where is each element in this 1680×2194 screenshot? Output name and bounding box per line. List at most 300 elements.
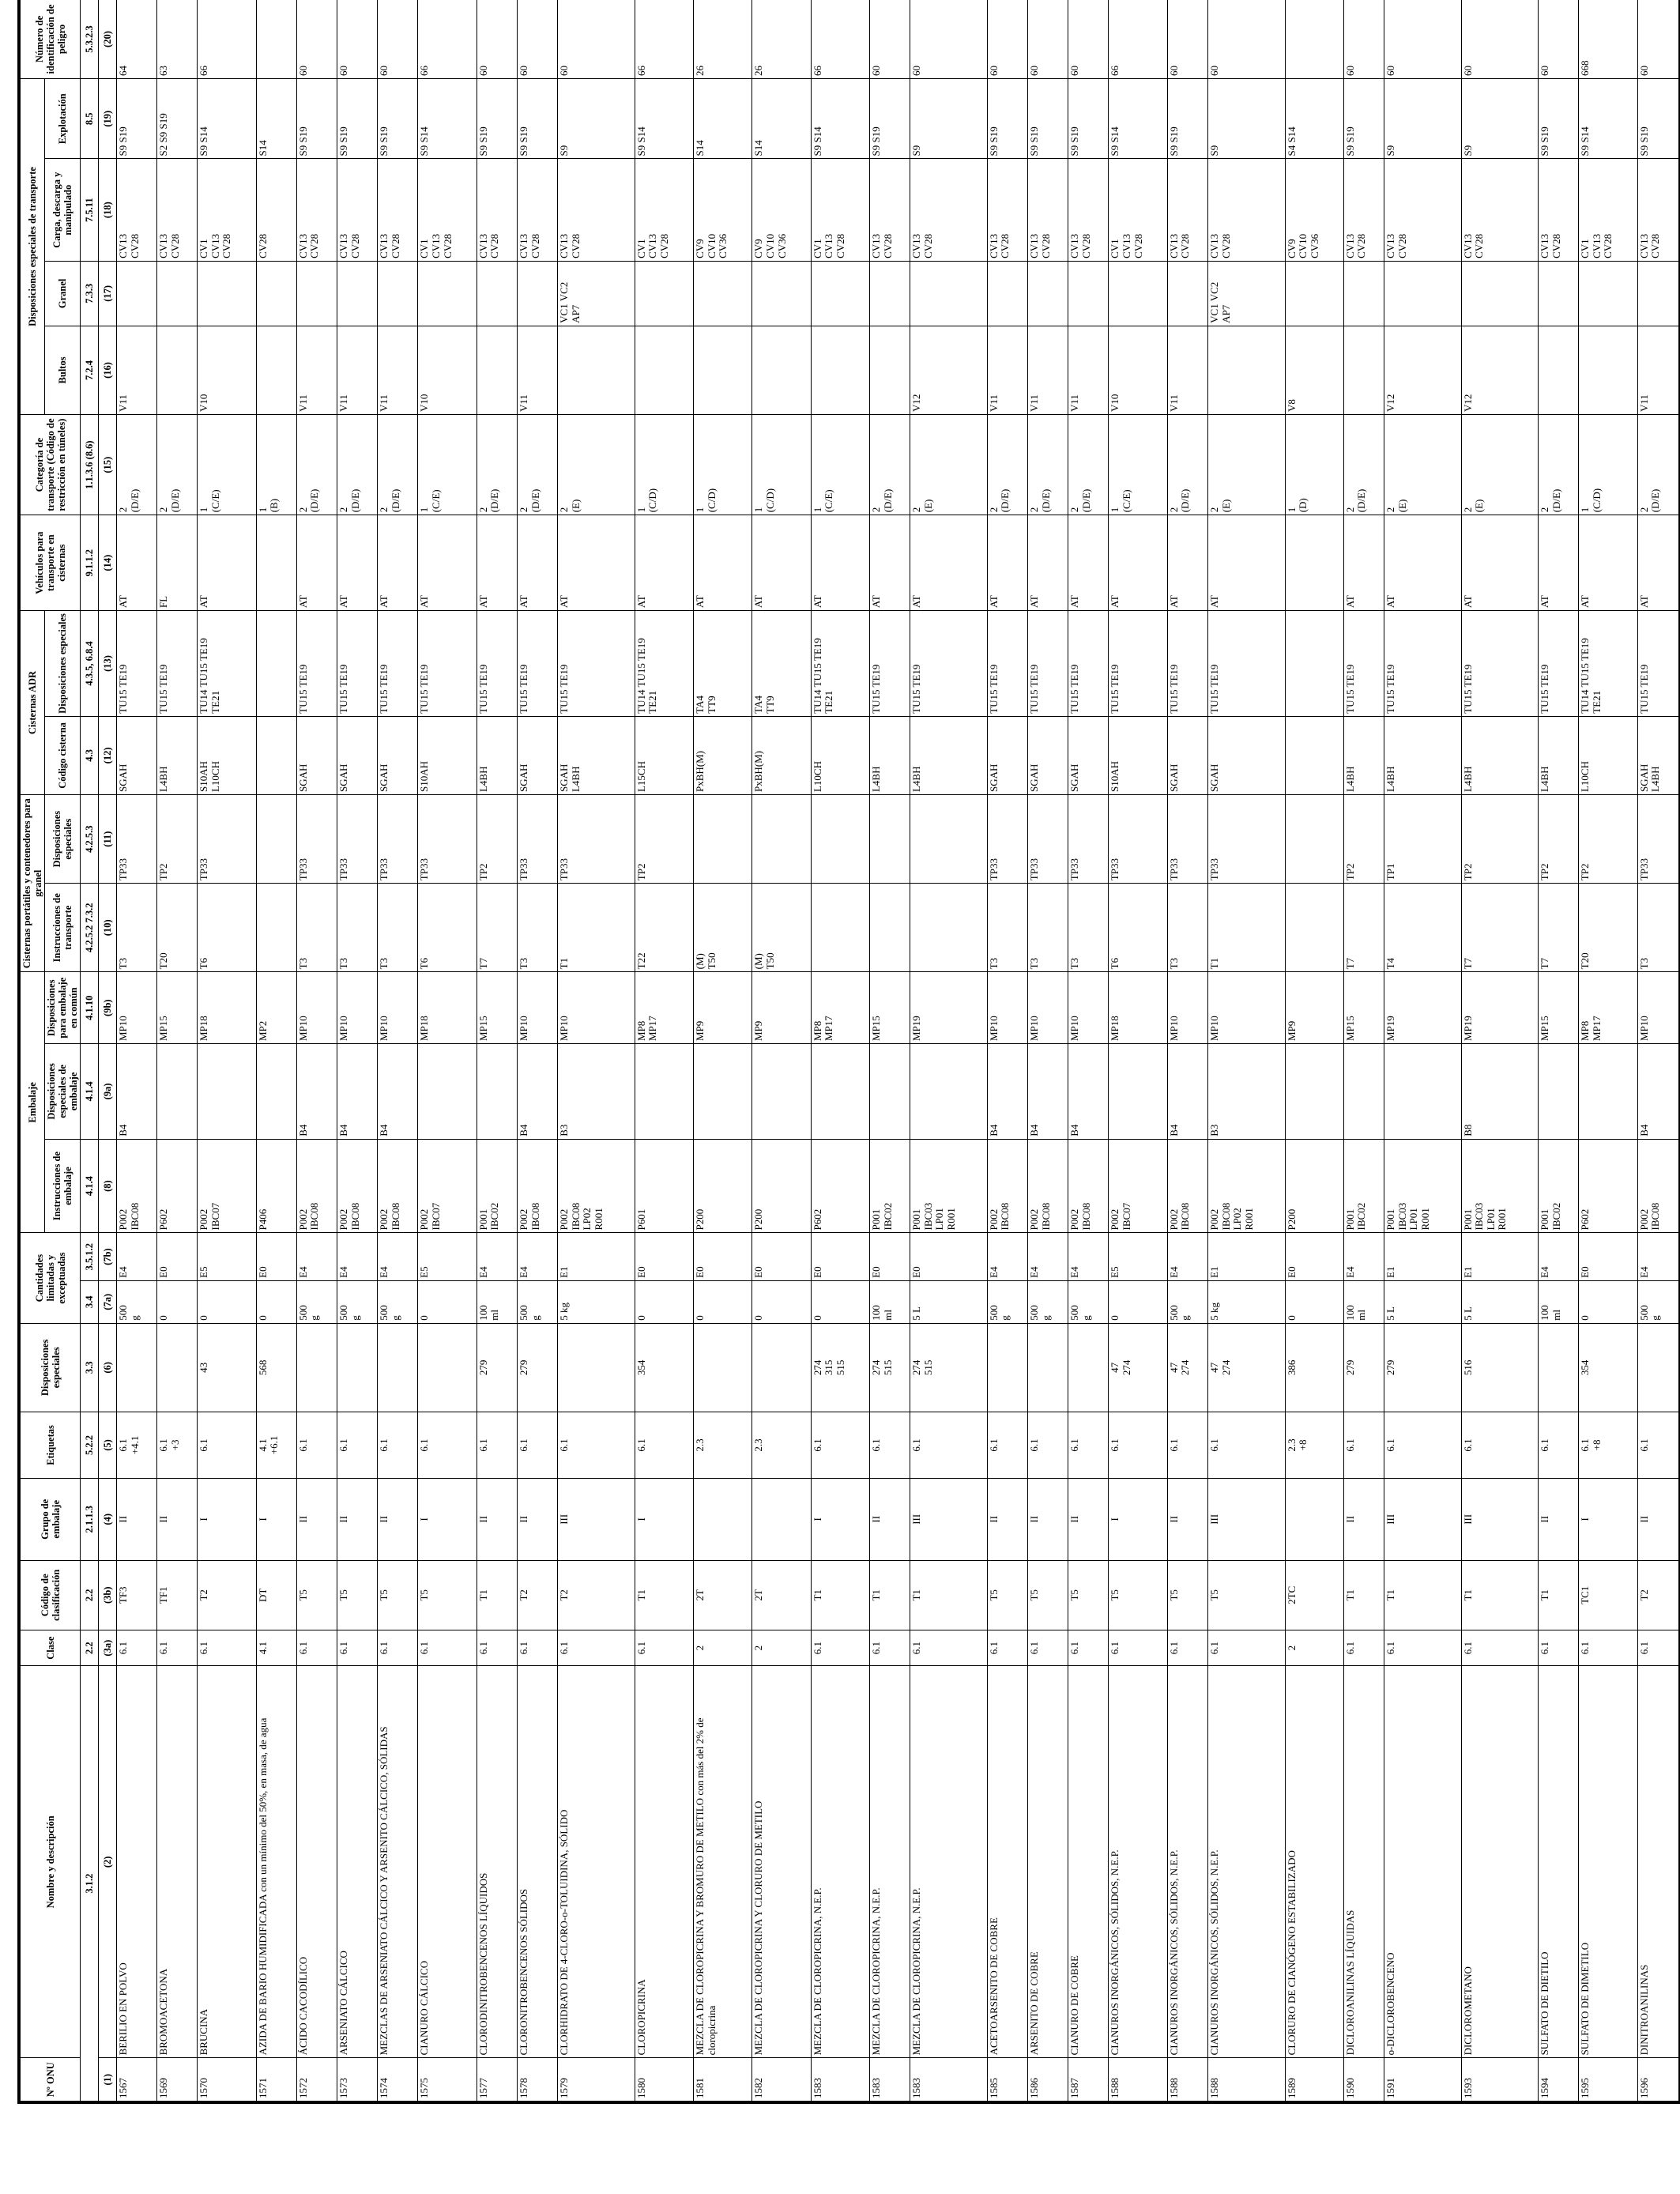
table-cell: T20 <box>157 884 198 972</box>
substance-name-cell: ACETOARSENITO DE COBRE <box>987 1666 1027 2058</box>
table-row <box>694 0 752 2102</box>
table-cell: TU15 TE19 <box>517 611 557 717</box>
table-cell: 60 <box>870 0 910 79</box>
reference-cell: 4.1.10 <box>81 972 99 1044</box>
table-cell <box>1109 1044 1167 1140</box>
table-cell: T20 <box>1579 884 1637 972</box>
un-number-cell: 1587 <box>1068 2058 1109 2102</box>
table-cell: V11 <box>987 326 1027 414</box>
table-cell <box>296 1323 337 1412</box>
table-cell: E4 <box>117 1233 157 1280</box>
table-cell: TU14 TU15 TE19 TE21 <box>635 611 693 717</box>
table-cell: B3 <box>1207 1044 1285 1140</box>
table-cell <box>1285 515 1343 611</box>
table-cell <box>1539 326 1579 414</box>
table-cell: TU15 TE19 <box>1637 611 1680 717</box>
table-cell: S9 S19 <box>378 79 418 159</box>
table-cell: 60 <box>477 0 517 79</box>
table-cell: MP19 <box>1461 972 1539 1044</box>
table-cell: 6.1 <box>1207 1630 1285 1666</box>
table-cell: P602 <box>1579 1139 1637 1233</box>
table-cell <box>256 795 296 884</box>
table-cell: AT <box>1343 515 1384 611</box>
table-cell: MP10 <box>1167 972 1207 1044</box>
table-cell <box>1285 884 1343 972</box>
table-cell: TP33 <box>378 795 418 884</box>
table-cell: 6.1 <box>477 1630 517 1666</box>
header-limited-quantities: Cantidades limitadas y exceptuadas <box>19 1233 81 1323</box>
column-number: (14) <box>99 515 117 611</box>
table-cell: TP2 <box>635 795 693 884</box>
column-number: (1) <box>99 2058 117 2102</box>
table-cell: 274 515 <box>870 1323 910 1412</box>
table-cell <box>296 261 337 326</box>
table-row <box>1068 0 1109 2102</box>
table-cell: 6.1 <box>558 1412 635 1478</box>
table-cell: MP15 <box>1343 972 1384 1044</box>
table-cell: P002 IBC07 <box>198 1139 256 1233</box>
table-cell: TU15 TE19 <box>1167 611 1207 717</box>
table-cell: L10CH <box>1579 716 1637 794</box>
table-cell: 6.1 <box>910 1412 988 1478</box>
table-cell: T7 <box>477 884 517 972</box>
un-number-cell: 1595 <box>1579 2058 1637 2102</box>
table-cell: 0 <box>752 1280 811 1323</box>
un-number-cell: 1577 <box>477 2058 517 2102</box>
table-cell: B4 <box>1167 1044 1207 1140</box>
table-cell: CV28 <box>256 159 296 261</box>
table-cell: T2 <box>558 1560 635 1630</box>
table-cell: 1 (C/D) <box>752 415 811 515</box>
table-cell: 100 ml <box>1539 1280 1579 1323</box>
table-cell: TP33 <box>517 795 557 884</box>
table-cell <box>477 326 517 414</box>
table-cell: TP33 <box>1167 795 1207 884</box>
substance-name-cell: DICLOROMETANO <box>1461 1666 1539 2058</box>
reference-cell: 4.2.5.3 <box>81 795 99 884</box>
table-cell: V11 <box>1637 326 1680 414</box>
table-cell <box>811 326 869 414</box>
table-cell: 274 315 515 <box>811 1323 869 1412</box>
table-cell: S9 S19 <box>477 79 517 159</box>
substance-name-cell: BERILIO EN POLVO <box>117 1666 157 2058</box>
reference-cell: 1.1.3.6 (8.6) <box>81 415 99 515</box>
table-cell: 6.1 <box>870 1630 910 1666</box>
table-cell: II <box>378 1479 418 1561</box>
table-cell: SGAH <box>1207 716 1285 794</box>
table-cell <box>752 795 811 884</box>
table-cell <box>1461 261 1539 326</box>
table-cell: MP15 <box>157 972 198 1044</box>
column-number: (6) <box>99 1323 117 1412</box>
table-cell: CV1 CV13 CV28 <box>1579 159 1637 261</box>
table-cell: MP8 MP17 <box>635 972 693 1044</box>
table-cell: II <box>1637 1479 1680 1561</box>
table-cell: 6.1 <box>910 1630 988 1666</box>
table-cell: 1 (B) <box>256 415 296 515</box>
table-cell <box>1579 326 1637 414</box>
substance-name-cell: CLOROPICRINA <box>635 1666 693 2058</box>
table-cell: TU15 TE19 <box>987 611 1027 717</box>
table-cell: TP33 <box>987 795 1027 884</box>
table-cell: II <box>1028 1479 1068 1561</box>
table-cell: TU15 TE19 <box>1384 611 1462 717</box>
header-loading: Carga, descarga y manipulado <box>45 159 81 261</box>
table-cell: TU15 TE19 <box>1343 611 1384 717</box>
reference-cell: 4.3 <box>81 716 99 794</box>
table-cell: AT <box>1207 515 1285 611</box>
table-cell: TP33 <box>117 795 157 884</box>
un-number-cell: 1578 <box>517 2058 557 2102</box>
table-cell: CV13 CV28 <box>1167 159 1207 261</box>
table-cell <box>870 326 910 414</box>
table-cell: T7 <box>1461 884 1539 972</box>
table-cell: 6.1 <box>1343 1412 1384 1478</box>
table-cell: 6.1 <box>477 1412 517 1478</box>
table-cell: I <box>256 1479 296 1561</box>
table-cell: 516 <box>1461 1323 1539 1412</box>
table-cell: TC1 <box>1579 1560 1637 1630</box>
table-cell: FL <box>157 515 198 611</box>
table-cell: T2 <box>517 1560 557 1630</box>
table-cell: CV1 CV13 CV28 <box>811 159 869 261</box>
table-row <box>418 0 477 2102</box>
table-cell: SGAH <box>1068 716 1109 794</box>
table-cell: T5 <box>337 1560 378 1630</box>
table-cell: S10AH L10CH <box>198 716 256 794</box>
table-cell: CV13 CV28 <box>1207 159 1285 261</box>
table-cell <box>1028 261 1068 326</box>
table-cell: V12 <box>1384 326 1462 414</box>
table-cell: MP18 <box>1109 972 1167 1044</box>
table-cell: CV13 CV28 <box>987 159 1027 261</box>
table-cell: MP10 <box>337 972 378 1044</box>
table-cell: II <box>157 1479 198 1561</box>
table-cell: AT <box>910 515 988 611</box>
table-cell: E0 <box>752 1233 811 1280</box>
un-number-cell: 1583 <box>870 2058 910 2102</box>
table-cell: AT <box>1579 515 1637 611</box>
header-transport-category: Categoría de transporte (Código de restricción en túneles) <box>19 415 81 515</box>
table-cell: 2 (D/E) <box>870 415 910 515</box>
table-cell: S10AH <box>418 716 477 794</box>
table-row <box>1109 0 1167 2102</box>
reference-cell: 3.1.2 <box>81 1666 99 2102</box>
table-cell: V11 <box>517 326 557 414</box>
table-cell: AT <box>378 515 418 611</box>
table-cell: S9 S14 <box>418 79 477 159</box>
substance-name-cell: MEZCLAS DE ARSENIATO CÁLCICO Y ARSENITO CÁLCICO, SÓLIDAS <box>378 1666 418 2058</box>
header-tank-code: Código cisterna <box>45 716 81 794</box>
table-cell: 60 <box>910 0 988 79</box>
table-cell: 2 (D/E) <box>1539 415 1579 515</box>
table-cell: TU15 TE19 <box>296 611 337 717</box>
table-cell: 26 <box>694 0 752 79</box>
table-cell: 6.1 +4.1 <box>117 1412 157 1478</box>
un-number-cell: 1593 <box>1461 2058 1539 2102</box>
header-packing-instructions: Instrucciones de embalaje <box>45 1139 81 1233</box>
table-cell: II <box>1343 1479 1384 1561</box>
table-row <box>811 0 869 2102</box>
table-row <box>1167 0 1207 2102</box>
table-cell: CV13 CV28 <box>378 159 418 261</box>
substance-name-cell: ÁCIDO CACODÍLICO <box>296 1666 337 2058</box>
table-cell: 100 ml <box>477 1280 517 1323</box>
table-cell <box>694 1044 752 1140</box>
table-cell: AT <box>752 515 811 611</box>
reference-cell: 4.1.4 <box>81 1044 99 1140</box>
adr-dangerous-goods-table <box>17 0 1680 2104</box>
un-number-cell: 1594 <box>1539 2058 1579 2102</box>
reference-cell: 3.5.1.2 <box>81 1233 99 1280</box>
table-cell: P602 <box>157 1139 198 1233</box>
table-cell: S10AH <box>1109 716 1167 794</box>
table-cell: 0 <box>1285 1280 1343 1323</box>
table-cell: L4BH <box>477 716 517 794</box>
table-cell: 60 <box>1068 0 1109 79</box>
table-cell <box>1343 261 1384 326</box>
table-cell: CV9 CV10 CV36 <box>1285 159 1343 261</box>
table-cell: 2 (E) <box>1207 415 1285 515</box>
table-cell: 2 (E) <box>910 415 988 515</box>
table-cell: T6 <box>198 884 256 972</box>
table-cell: V11 <box>378 326 418 414</box>
reference-cell: 4.3.5, 6.8.4 <box>81 611 99 717</box>
table-cell <box>256 515 296 611</box>
table-cell: E0 <box>157 1233 198 1280</box>
table-row <box>987 0 1027 2102</box>
table-row <box>296 0 337 2102</box>
table-cell: 2 (E) <box>1461 415 1539 515</box>
table-cell: 66 <box>1109 0 1167 79</box>
table-row <box>117 0 157 2102</box>
table-cell: L15CH <box>635 716 693 794</box>
reference-cell: 7.2.4 <box>81 326 99 414</box>
table-cell: 66 <box>418 0 477 79</box>
table-cell: 4.1 <box>256 1630 296 1666</box>
table-cell: 386 <box>1285 1323 1343 1412</box>
table-cell: SGAH <box>337 716 378 794</box>
header-class: Clase <box>19 1630 81 1666</box>
table-cell: 5 L <box>1384 1280 1462 1323</box>
table-cell: T5 <box>987 1560 1027 1630</box>
un-number-cell: 1575 <box>418 2058 477 2102</box>
table-cell <box>987 1323 1027 1412</box>
table-cell: TU15 TE19 <box>157 611 198 717</box>
table-cell: S9 S19 <box>296 79 337 159</box>
table-cell: T3 <box>517 884 557 972</box>
table-cell: CV13 CV28 <box>296 159 337 261</box>
table-cell: I <box>1579 1479 1637 1561</box>
table-cell: P002 IBC08 LP02 R001 <box>558 1139 635 1233</box>
header-special-provisions: Disposiciones especiales <box>19 1323 81 1412</box>
header-packing-group: Grupo de embalaje <box>19 1479 81 1561</box>
reference-cell: 2.1.1.3 <box>81 1479 99 1561</box>
table-cell: MP18 <box>198 972 256 1044</box>
table-cell: VC1 VC2 AP7 <box>558 261 635 326</box>
table-cell: E4 <box>1539 1233 1579 1280</box>
table-cell: TF1 <box>157 1560 198 1630</box>
table-cell: AT <box>418 515 477 611</box>
table-row <box>1384 0 1462 2102</box>
table-cell: T3 <box>117 884 157 972</box>
table-cell: TU15 TE19 <box>418 611 477 717</box>
substance-name-cell: MEZCLA DE CLOROPICRINA, N.E.P. <box>811 1666 869 2058</box>
table-cell: MP10 <box>117 972 157 1044</box>
table-cell: AT <box>558 515 635 611</box>
reference-cell: 4.1.4 <box>81 1139 99 1233</box>
table-cell: MP8 MP17 <box>811 972 869 1044</box>
table-cell: SGAH <box>1028 716 1068 794</box>
un-number-cell: 1588 <box>1167 2058 1207 2102</box>
header-un-number: Nº ONU <box>19 2058 81 2102</box>
table-cell: 0 <box>1579 1280 1637 1323</box>
reference-cell: 3.3 <box>81 1323 99 1412</box>
table-cell: CV1 CV13 CV28 <box>635 159 693 261</box>
table-cell: MP10 <box>1028 972 1068 1044</box>
table-cell: P001 IBC02 <box>870 1139 910 1233</box>
table-cell: E1 <box>1207 1233 1285 1280</box>
table-cell: 6.1 <box>378 1412 418 1478</box>
header-packages: Bultos <box>45 326 81 414</box>
table-cell: S9 S19 <box>1028 79 1068 159</box>
table-cell: 5 kg <box>558 1280 635 1323</box>
table-cell: T22 <box>635 884 693 972</box>
substance-name-cell: CLORODINITROBENCENOS LÍQUIDOS <box>477 1666 517 2058</box>
table-cell: 6.1 <box>517 1412 557 1478</box>
table-cell <box>752 1479 811 1561</box>
table-cell: 6.1 <box>517 1630 557 1666</box>
table-cell: III <box>558 1479 635 1561</box>
table-cell: SGAH <box>987 716 1027 794</box>
table-cell: 26 <box>752 0 811 79</box>
table-cell: S9 S19 <box>517 79 557 159</box>
reference-cell: 5.3.2.3 <box>81 0 99 79</box>
table-row <box>870 0 910 2102</box>
table-cell: 60 <box>296 0 337 79</box>
table-cell: 6.1 <box>811 1412 869 1478</box>
table-cell: V10 <box>1109 326 1167 414</box>
table-cell: 6.1 +3 <box>157 1412 198 1478</box>
table-cell: 6.1 <box>987 1630 1027 1666</box>
table-cell: PxBH(M) <box>752 716 811 794</box>
table-cell: L4BH <box>1461 716 1539 794</box>
table-cell: 0 <box>418 1280 477 1323</box>
table-cell: 0 <box>1109 1280 1167 1323</box>
table-cell: E0 <box>694 1233 752 1280</box>
un-number-cell: 1591 <box>1384 2058 1462 2102</box>
table-cell: E0 <box>910 1233 988 1280</box>
table-cell <box>198 261 256 326</box>
table-cell: 2.3 <box>694 1412 752 1478</box>
table-cell: 47 274 <box>1207 1323 1285 1412</box>
table-row <box>477 0 517 2102</box>
table-cell: T3 <box>1068 884 1109 972</box>
table-row <box>1539 0 1579 2102</box>
table-cell: TU14 TU15 TE19 TE21 <box>198 611 256 717</box>
table-cell: 0 <box>811 1280 869 1323</box>
table-cell: 500 g <box>378 1280 418 1323</box>
table-row <box>1461 0 1539 2102</box>
table-cell: 6.1 <box>1461 1630 1539 1666</box>
table-cell: TP2 <box>1579 795 1637 884</box>
substance-name-cell: CIANUROS INORGÁNICOS, SÓLIDOS, N.E.P. <box>1109 1666 1167 2058</box>
table-cell: AT <box>1539 515 1579 611</box>
substance-name-cell: AZIDA DE BARIO HUMIDIFICADA con un mínimo del 50%, en masa, de agua <box>256 1666 296 2058</box>
table-cell: 279 <box>1384 1323 1462 1412</box>
substance-name-cell: SULFATO DE DIMETILO <box>1579 1666 1637 2058</box>
table-cell: 6.1 <box>1539 1412 1579 1478</box>
table-cell: SGAH <box>378 716 418 794</box>
table-cell: 60 <box>337 0 378 79</box>
table-cell <box>256 0 296 79</box>
table-cell: 1 (C/D) <box>694 415 752 515</box>
table-cell: 6.1 <box>1068 1630 1109 1666</box>
reference-cell: 8.5 <box>81 79 99 159</box>
table-cell: 6.1 <box>117 1630 157 1666</box>
table-cell: 6.1 <box>1384 1412 1462 1478</box>
table-cell: T4 <box>1384 884 1462 972</box>
table-cell: III <box>1461 1479 1539 1561</box>
table-cell: 279 <box>517 1323 557 1412</box>
table-cell <box>1637 1323 1680 1412</box>
table-cell: CV13 CV28 <box>870 159 910 261</box>
table-cell: 60 <box>1028 0 1068 79</box>
table-cell: CV13 CV28 <box>1539 159 1579 261</box>
table-cell: AT <box>1384 515 1462 611</box>
un-number-cell: 1583 <box>811 2058 869 2102</box>
header-adr-tanks-group: Cisternas ADR <box>19 611 45 795</box>
table-cell <box>1285 795 1343 884</box>
table-cell: (M) T50 <box>752 884 811 972</box>
table-cell: E4 <box>987 1233 1027 1280</box>
table-cell: 60 <box>987 0 1027 79</box>
table-cell: 6.1 <box>1068 1412 1109 1478</box>
table-cell: P406 <box>256 1139 296 1233</box>
table-cell: 2 (E) <box>558 415 635 515</box>
table-cell <box>1207 326 1285 414</box>
column-number: (7a) <box>99 1280 117 1323</box>
table-cell: CV13 CV28 <box>1343 159 1384 261</box>
table-cell: 500 g <box>117 1280 157 1323</box>
table-cell: TP2 <box>477 795 517 884</box>
table-cell: TP2 <box>1539 795 1579 884</box>
table-cell: AT <box>870 515 910 611</box>
table-cell: TU15 TE19 <box>337 611 378 717</box>
substance-name-cell: ARSENIATO CÁLCICO <box>337 1666 378 2058</box>
table-cell: 2 (D/E) <box>1028 415 1068 515</box>
table-cell: III <box>910 1479 988 1561</box>
table-cell: TU14 TU15 TE19 TE21 <box>811 611 869 717</box>
table-cell: 6.1 <box>157 1630 198 1666</box>
table-cell: V12 <box>1461 326 1539 414</box>
table-cell: S9 <box>558 79 635 159</box>
substance-name-cell: CIANUROS INORGÁNICOS, SÓLIDOS, N.E.P. <box>1207 1666 1285 2058</box>
column-number: (12) <box>99 716 117 794</box>
table-cell: AT <box>694 515 752 611</box>
table-cell: TP33 <box>1207 795 1285 884</box>
table-cell: II <box>1539 1479 1579 1561</box>
table-cell: TU15 TE19 <box>558 611 635 717</box>
table-cell: B4 <box>117 1044 157 1140</box>
table-cell <box>811 1044 869 1140</box>
table-cell: I <box>1109 1479 1167 1561</box>
table-cell <box>157 326 198 414</box>
table-cell <box>418 1044 477 1140</box>
header-mixed-packing: Disposiciones para embalaje en común <box>45 972 81 1044</box>
table-row <box>337 0 378 2102</box>
table-cell: 6.1 <box>198 1412 256 1478</box>
